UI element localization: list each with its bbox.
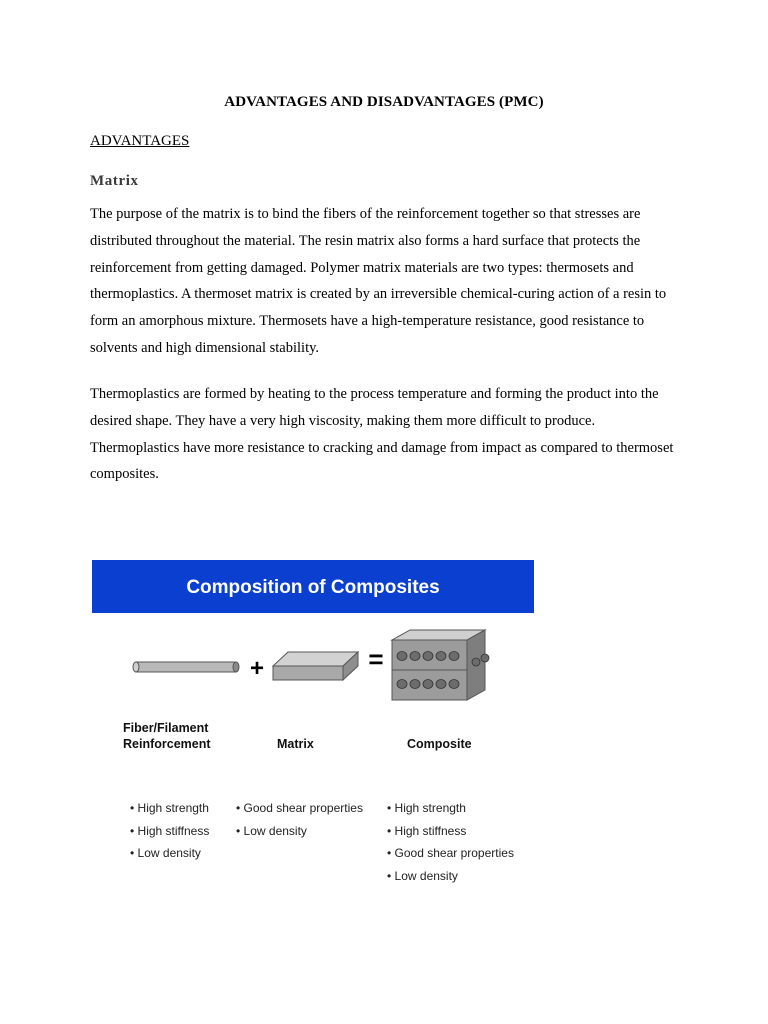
sub-heading-matrix: Matrix (90, 173, 139, 189)
equals-sign: = (368, 644, 384, 674)
fiber-properties-list (130, 797, 209, 865)
paragraph-thermoplastics: Thermoplastics are formed by heating to the process temperature and forming the product into the desired shape. They have a very high viscosity, making them more difficult to produce. Thermoplastics have more resistance to cracking and damage from impact as compared to thermoset composites. (90, 386, 674, 483)
label-matrix: Matrix (277, 737, 314, 751)
plus-sign: + (249, 655, 265, 682)
list-item: • High stiffness (387, 820, 514, 843)
composition-illustration (90, 618, 536, 708)
list-item: • Low density (130, 842, 209, 865)
paragraph-matrix-purpose: The purpose of the matrix is to bind the fibers of the reinforcement together so that stresses are distributed throughout the material. The resin matrix also forms a hard surface that protects the reinforcement from getting damaged. Polymer matrix materials are two types: thermosets and thermoplastics. A thermoset matrix is created by an irreversible chemical-curing action of a resin to form an amorphous mixture. Thermosets have a high-temperature resistance, good resistance to solvents and high dimensional stability. (90, 206, 667, 356)
label-fiber-line2: Reinforcement (123, 737, 211, 751)
list-item: • Low density (236, 820, 363, 843)
list-item: • High strength (387, 797, 514, 820)
label-fiber-line1: Fiber/Filament (123, 721, 209, 735)
composition-figure (90, 558, 536, 904)
matrix-properties-list (236, 797, 363, 842)
fiber-rod-icon (133, 662, 239, 672)
list-item: • Low density (387, 865, 514, 888)
matrix-slab-icon (273, 652, 358, 680)
composite-properties-list (387, 797, 514, 887)
list-item: • Good shear properties (387, 842, 514, 865)
label-fiber-reinforcement (123, 720, 211, 752)
section-heading-advantages: ADVANTAGES (90, 133, 190, 149)
figure-title: Composition of Composites (186, 577, 440, 598)
list-item: • High strength (130, 797, 209, 820)
list-item: • Good shear properties (236, 797, 363, 820)
label-composite: Composite (407, 737, 472, 751)
composite-block-icon (392, 630, 489, 700)
list-item: • High stiffness (130, 820, 209, 843)
document-title: ADVANTAGES AND DISADVANTAGES (PMC) (224, 94, 544, 110)
